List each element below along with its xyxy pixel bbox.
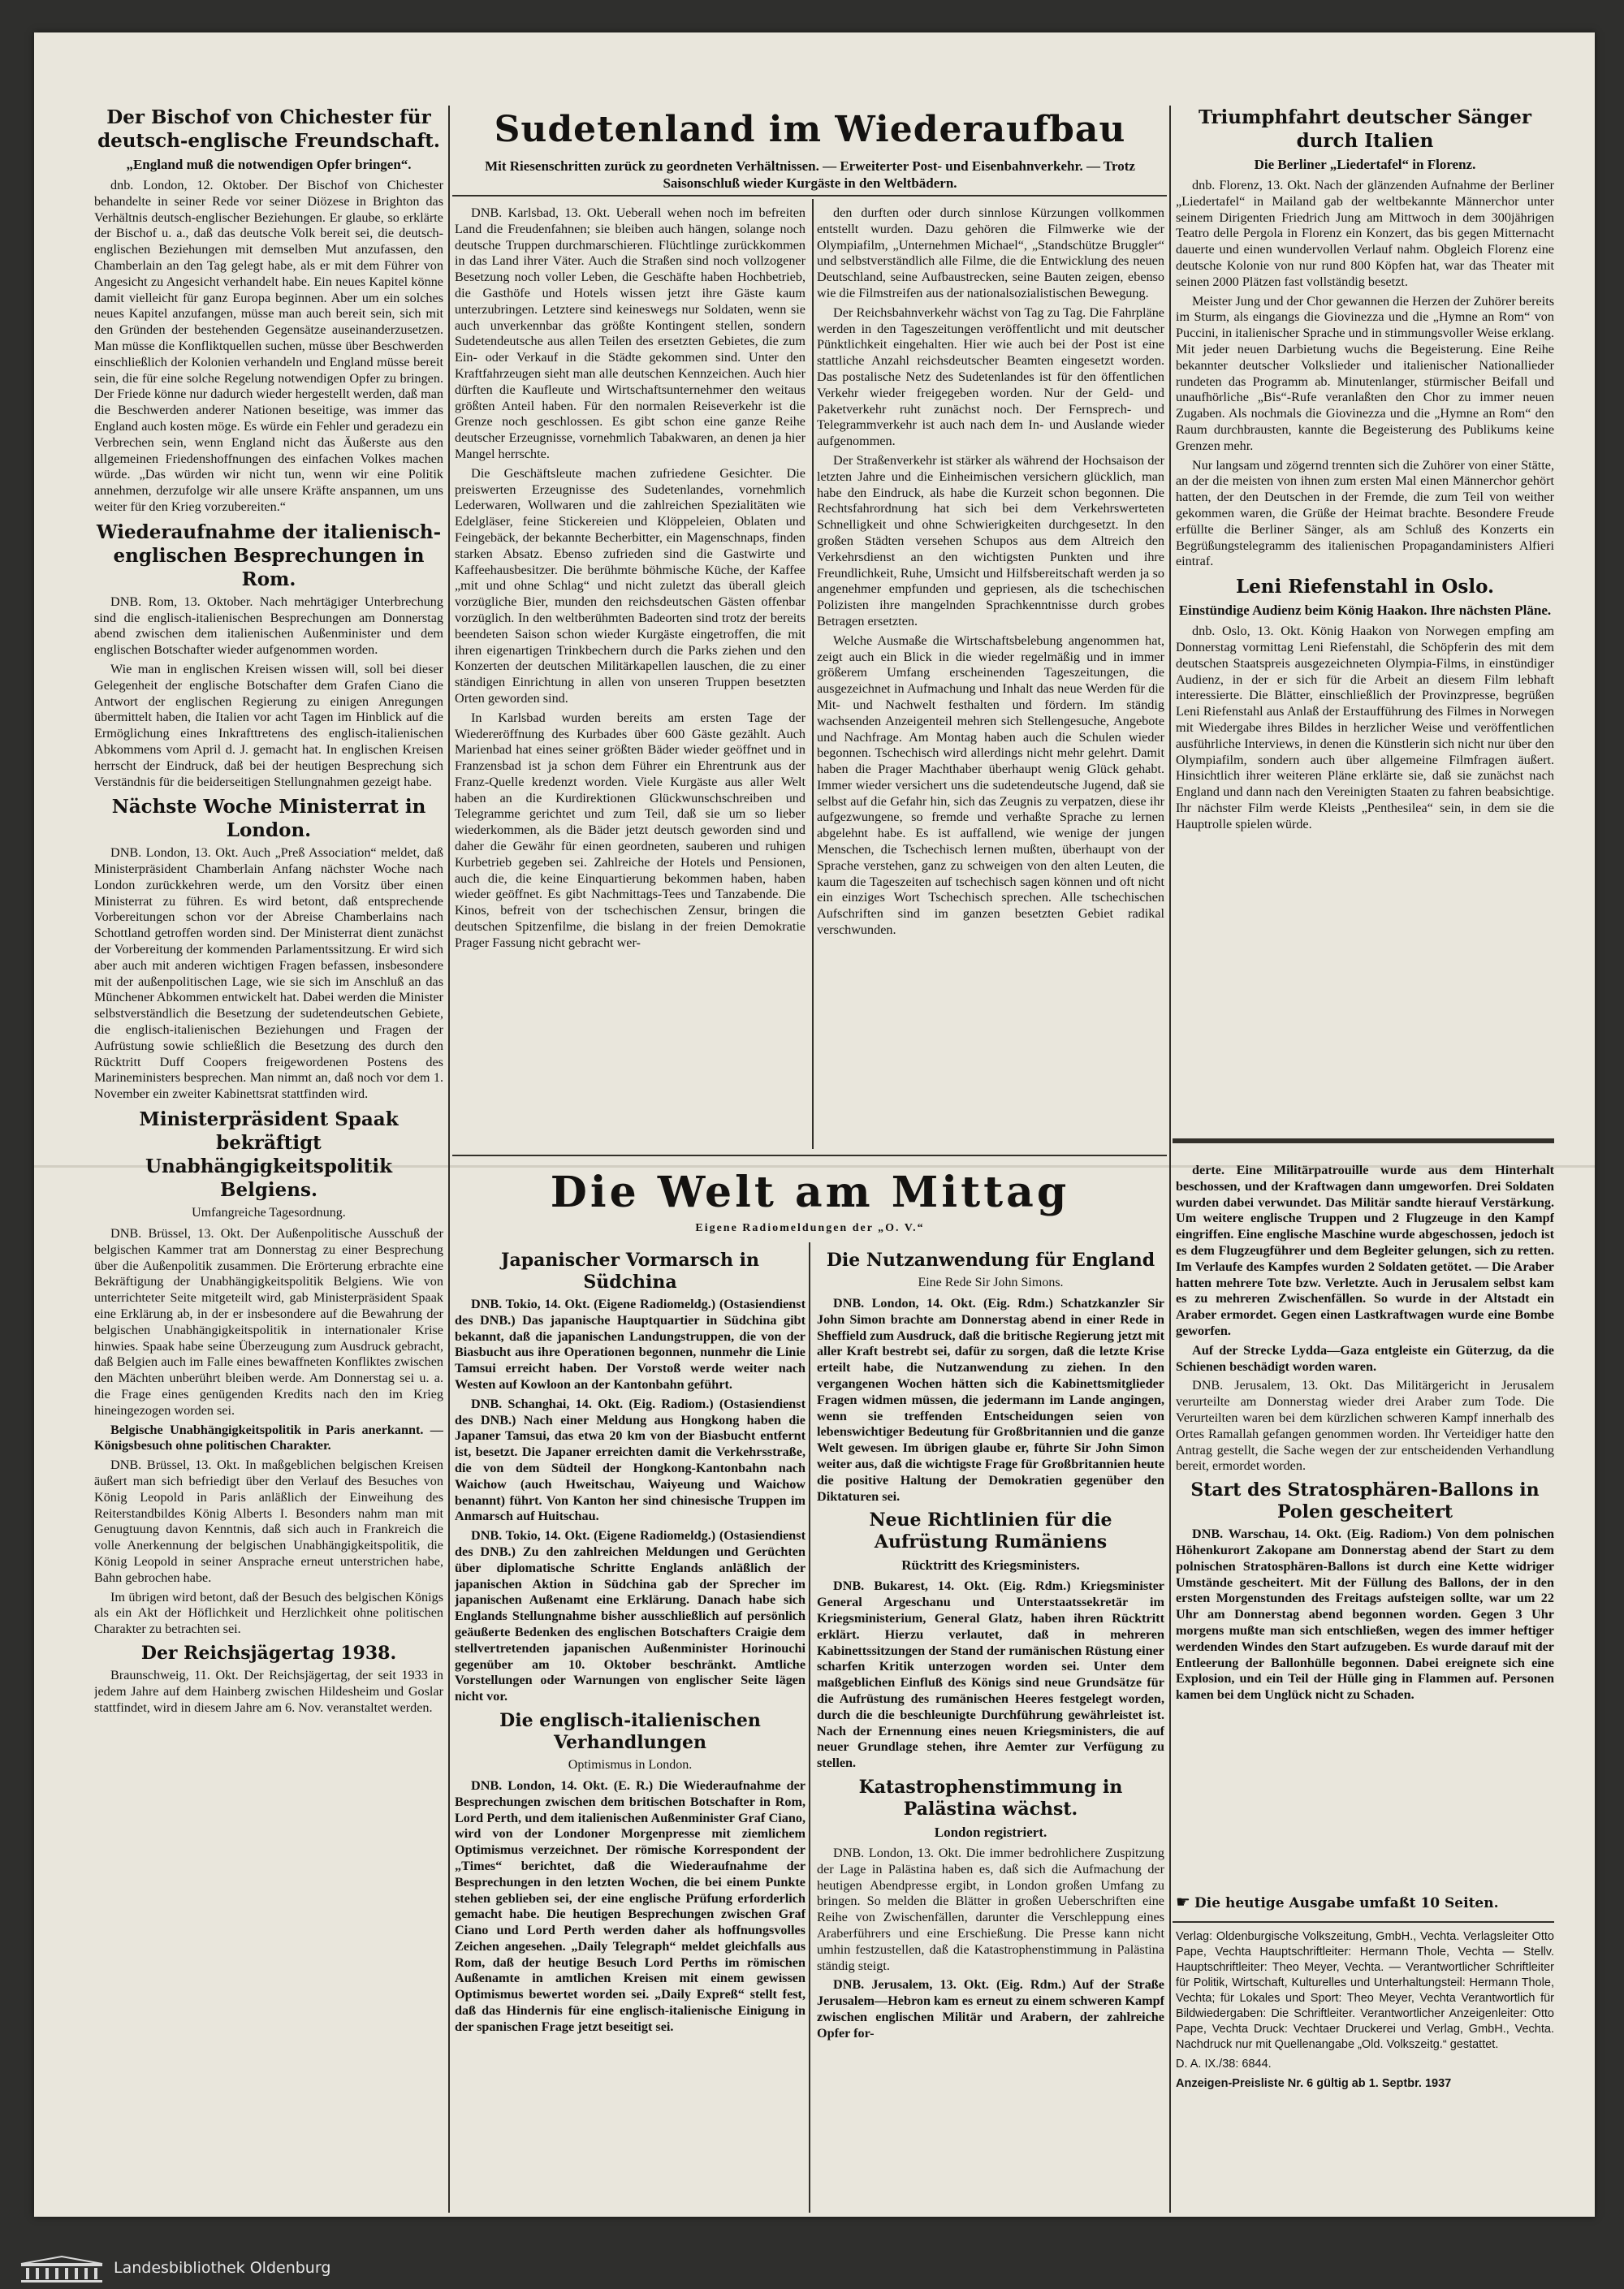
center-top bbox=[455, 104, 1165, 1151]
footer-bar bbox=[0, 2249, 1624, 2289]
article-body: DNB. Karlsbad, 13. Okt. Ueberall wehen noch im befreiten Land die Freudenfahnen; sie bleiben auch hängen, solange noch deutsche Truppen durchmarschieren. Flüchtlinge zurückkommen in das Land ihrer Väter. Auch die Straßen sind noch vollzogener Besetzung noch voller Leben, die Geschäfte haben Hochbetrieb, die Gasthöfe und Hotels wissen jetzt ihre Gäste kaum unterzubringen. Letztere sind keineswegs nur Soldaten, wenn sie auch unverkennbar das größte Kontingent stellen, sondern Sudetendeutsche aus allen Teilen des ersetzten Gebietes, die zum Ein- oder Verkauf in die Städte gekommen sind. Unter den Kraftfahrzeugen sieht man alle deutschen Kennzeichen. Auch hier dürften die Kaufleute und Wirtschaftsunternehmer den weitaus größten Anteil haben. Für den normalen Reiseverkehr ist die Grenze noch geschlossen. Es gibt schon eine ganze Reihe deutscher Erzeugnisse, vornehmlich Tabakwaren, an denen ja hier Mangel herrschte. bbox=[455, 205, 806, 461]
article-body: DNB. Jerusalem, 13. Okt. Das Militärgericht in Jerusalem verurteilte am Donnerstag wieder drei Araber zum Tode. Die Verurteilten waren bei dem kürzlichen schweren Kampf innerhalb des Ortes Ramallah gefangen genommen worden. Ihr Verteidiger hatte den Antrag gestellt, die Sache wegen der zur entscheidenden Verhandlung bereit, ermordet worden. bbox=[1176, 1378, 1554, 1474]
article-body: DNB. Rom, 13. Oktober. Nach mehrtägiger Unterbrechung sind die englisch-italienischen Besprechungen am Donnerstag abend zwischen dem italienischen Außenminister und dem englischen Botschafter wieder aufgenommen worden. bbox=[94, 594, 443, 658]
article-body: Meister Jung und der Chor gewannen die Herzen der Zuhörer bereits im Sturm, als eingangs die Giovinezza und die „Hymne an Rom“ von Puccini, in italienischer Sprache und in stimmungsvoller Weise erklang. Mit jeder neuen Darbietung wuchs die Begeisterung. Eine Reihe bekannter deutscher Volkslieder und italienischer Nationallieder rundeten das Programm ab. Minutenlanger, stürmischer Beifall und unaufhörliche „Bis“-Rufe veranlaßten den Chor zu immer neuen Zugaben. Als nochmals die Giovinezza und die „Hymne an Rom“ den Raum durchbrausten, kannte die Begeisterung des Publikums keine Grenzen mehr. bbox=[1176, 293, 1554, 453]
article-body: den durften oder durch sinnlose Kürzungen vollkommen entstellt wurden. Dazu gehören die Filmwerke wie der Olympiafilm, „Unternehmen Michael“, „Standschütze Bruggler“ und selbstverständlich alle Filme, die die Entwicklung des neuen Deutschland, seine Aufbaustrecken, seine Bauten zeigen, ebenso wie die Filmstreifen aus der nationalsozialistischen Bewegung. bbox=[817, 205, 1164, 300]
article-body: DNB. Bukarest, 14. Okt. (Eig. Rdm.) Kriegsminister General Argeschanu und Unterstaatssekretär im Kriegsministerium, General Glatz, haben ihren Rücktritt erklärt. Hierzu verlautet, daß in mehreren Kabinettssitzungen der Stand der rumänischen Rüstung einer scharfen Kritik unterzogen worden sei. Unter dem maßgeblichen Einfluß des Königs sind neue Grundsätze für die Aufrüstung des rumänischen Heeres festgelegt worden, durch die die beschleunigte Durchführung gewährleistet ist. Nach der Ernennung eines neuen Kriegsministers, die auf neuer Grundlage stehen, ihre Aemter zur Verfügung zu stellen. bbox=[817, 1579, 1164, 1771]
article-body: DNB. Jerusalem, 13. Okt. (Eig. Rdm.) Auf der Straße Jerusalem—Hebron kam es erneut zu einem schweren Kampf zwischen englischen Militär und Arabern, der zahlreiche Opfer for- bbox=[817, 1977, 1164, 2041]
article-body: DNB. Brüssel, 13. Okt. In maßgeblichen belgischen Kreisen äußert man sich befriedigt über den Verlauf des Besuches von König Leopold in Paris anläßlich der Einweihung des Reiterstandbildes König Alberts I. Besonders nahm man mit Genugtuung davon Kenntnis, daß sich auch in Frankreich die volle Anerkennung der belgischen Unabhängigkeitspolitik, die König Leopold in seiner Ansprache erneut unterstrichen habe, Bahn gebrochen habe. bbox=[94, 1458, 443, 1585]
section-rule bbox=[1173, 1138, 1554, 1143]
article-body: DNB. Tokio, 14. Okt. (Eigene Radiomeldg.) (Ostasiendienst des DNB.) Zu den zahlreichen Meldungen und Gerüchten über diplomatische Schritte Englands anläßlich der japanischen Aktion in Südchina gab der Sprecher im japanischen Außenamt eine Erklärung. Danach habe sich Englands Stellungnahme bisher ausschließlich auf persönlich geäußerte Bedenken des englischen Botschafters Craigie dem stellvertretenden japanischen Außenminister Horinouchi gegenüber am 10. Oktober beschränkt. Amtliche Vorstellungen oder Warnungen von englischer Seite lägen nicht vor. bbox=[455, 1528, 806, 1704]
left-column bbox=[94, 101, 443, 2216]
article-body: Der Reichsbahnverkehr wächst von Tag zu Tag. Die Fahrpläne werden in den Tageszeitungen veröffentlicht und mit deutscher Pünktlichkeit eingehalten. Hier wie auch bei der Post ist eine stattliche Anzahl reichsdeutscher Beamten eingesetzt worden. Das postalische Netz des Sudetenlandes ist für den öffentlichen Verkehr wieder freigegeben worden. Nur der Geld- und Paketverkehr ruht zunächst noch. Der Fernsprech- und Telegrammverkehr ist auch nach dem In- und Auslande wieder aufgenommen. bbox=[817, 304, 1164, 449]
article-subheadline: Umfangreiche Tagesordnung. bbox=[192, 1206, 346, 1220]
article-body: Nur langsam und zögernd trennten sich die Zuhörer von einer Stätte, an der die meisten von ihnen zum ersten Mal einen Männerchor gehört hatten, der den Deutschen in der Fremde, die zum Teil von weither gekommen waren, die Grüße der Heimat brachte. Besondere Freude erfüllte die Berliner Sänger, als am Schluß des Konzerts ein Begrüßungstelegramm des italienischen Propagandaministers Alfieri eintraf. bbox=[1176, 457, 1554, 569]
article-body: DNB. London, 14. Okt. (E. R.) Die Wiederaufnahme der Besprechungen zwischen dem britischen Botschafter in Rom, Lord Perth, und dem italienischen Außenminister Graf Ciano, wird von der Londoner Morgenpresse mit ziemlichem Optimismus verzeichnet. Der römische Korrespondent der „Times“ berichtet, daß die Wiederaufnahme der Besprechungen in den letzten Wochen, die bei einem Punkte stehen geblieben sei, der eine englische Prüfung erforderlich gemacht habe. Die heutigen Besprechungen zwischen Graf Ciano und Lord Perth werden daher als hoffnungsvolles Zeichen angesehen. „Daily Telegraph“ meldet gleichfalls aus Rom, daß der heutige Besuch Lord Perths im römischen Außenamte in amtlichen Kreisen mit einem gewissen Optimismus bewertet worden sei. „Daily Expreß“ stellt fest, daß das Hindernis für eine englisch-italienische Einigung in der spanischen Frage jetzt beseitigt sei. bbox=[455, 1777, 806, 2034]
center-right-column bbox=[817, 205, 1164, 1151]
article-headline: Der Bischof von Chichester für deutsch-englische Freundschaft. bbox=[97, 106, 440, 152]
article-subheadline: Eine Rede Sir John Simons. bbox=[918, 1276, 1064, 1289]
section-tagline: Eigene Radiomeldungen der „O. V.“ bbox=[695, 1222, 925, 1234]
article-subheadline: „England muß die notwendigen Opfer bringen“. bbox=[126, 157, 412, 172]
mittag-section bbox=[455, 1160, 1165, 2215]
section-rule bbox=[452, 1155, 1167, 1156]
article-subheadline: Optimismus in London. bbox=[568, 1757, 693, 1772]
article-headline: Der Reichsjägertag 1938. bbox=[140, 1642, 397, 1664]
mittag-left-column bbox=[455, 1245, 806, 2215]
main-subheadline: Mit Riesenschritten zurück zu geordneten Verhältnissen. — Erweiterter Post- und Eisenbahnverkehr. — Trotz Saisonschluß wieder Kurgäste in den Weltbädern. bbox=[485, 158, 1135, 191]
article-subheadline: Einstündige Audienz beim König Haakon. Ihre nächsten Pläne. bbox=[1178, 602, 1552, 619]
article-body: In Karlsbad wurden bereits am ersten Tage der Wiedereröffnung des Kurbades über 600 Gäste gezählt. Auch Marienbad hat eines seiner größten Bäder wieder geöffnet und in Franzensbad ist ja schon dem Führer ein Ehrentrunk aus der Franz-Quelle kredenzt worden. Viele Kurgäste aus aller Welt haben an die Kurdirektionen Glückwunschschreiben und Telegramme gerichtet und zum Teil, daß sie um so lieber wiederkommen, als die Bäder jetzt deutsch geworden sind und daher die Gewähr für einen geordneten, sauberen und ruhigen Kurbetrieb gegeben sei. Zahlreiche der Hotels und Pensionen, auch die, die keine Einquartierung bekommen haben, haben wieder geöffnet. Es gibt Nachmittags-Tees und Tanzabende. Die Kinos, befreit von der tschechischen Zensur, bringen die deutschen Spitzenfilme, die bislang in der freien Demokratie Prager Fassung nicht gebracht wer- bbox=[455, 710, 806, 950]
article-body: Die Geschäftsleute machen zufriedene Gesichter. Die preiswerten Erzeugnisse des Sudetenlandes, vornehmlich Lederwaren, Wollwaren und die zahlreichen Spezialitäten wie Edelgläser, feine Stickereien und Klöppeleien, Oblaten und Feingebäck, der bekannte Becherbitter, ein Magenschnaps, finden starken Absatz. Ebenso zufrieden sind die Gastwirte und Kaffeehausbesitzer. Die berühmte böhmische Küche, der Kaffee „mit und ohne Schlag“ und nicht zuletzt das überall gleich vorzügliche Bier, munden den reichsdeutschen Gästen offenbar vorzüglich. In den weltberühmten Badeorten sind trotz der bereits beendeten Saison schon wieder Kurgäste eingetroffen, die mit ihren eigenartigen Trinkbechern durch die Parks ziehen und den Konzerten der deutschen Militärkapellen lauschen, die zu einer ständigen Einrichtung in allen von unseren Truppen besetzten Orten geworden sind. bbox=[455, 465, 806, 706]
section-rule bbox=[1173, 1921, 1554, 1923]
article-body: DNB. London, 13. Okt. Auch „Preß Association“ meldet, daß Ministerpräsident Chamberlain Anfang nächster Woche nach London zurückkehren werde, um den Vorsitz über einen Ministerrat zu führen. Es wird betont, daß entsprechende Vorbereitungen schon vor der Abreise Chamberlains nach Schottland getroffen worden sind. Der Ministerrat dient zunächst der Vorbereitung der kommenden Parlamentssitzung. Er wird sich aber auch mit anderen wichtigen Fragen befassen, insbesondere mit der außenpolitischen Lage, wie sie sich im Anschluß an das Münchener Abkommen entwickelt hat. Dabei werden die Minister selbstverständlich die Besetzung der sudetendeutschen Gebiete, die englisch-italienischen Beziehungen und Fragen der Aufrüstung sowie schließlich die Besetzung des durch den Rücktritt Duff Coopers freigewordenen Postens des Marineministers besprechen. Man nimmt an, daß noch vor dem 1. November ein zweiter Kabinettsrat stattfinden wird. bbox=[94, 845, 443, 1102]
article-body: dnb. Florenz, 13. Okt. Nach der glänzenden Aufnahme der Berliner „Liedertafel“ in Mailand gab der weltbekannte Männerchor unter seinem Dirigenten Friedrich Jung am Mittwoch in dem 300jährigen Teatro delle Pergola in Florenz ein Konzert, das bis gegen Mitternacht dauerte und einen wundervollen Verlauf nahm. Obgleich Florenz eine deutsche Kolonie von nur rund 800 Köpfen hat, war das Theater mit seinen 2000 Plätzen fast vollständig besetzt. bbox=[1176, 178, 1554, 289]
article-body: Braunschweig, 11. Okt. Der Reichsjägertag, der seit 1933 in jedem Jahre auf dem Hainberg zwischen Hildesheim und Goslar stattfindet, wird in diesem Jahre am 6. Nov. veranstaltet werden. bbox=[94, 1667, 443, 1715]
article-headline: Start des Stratosphären-Ballons in Polen gescheitert bbox=[1190, 1479, 1540, 1523]
article-body: Im übrigen wird betont, daß der Besuch des belgischen Königs als ein Akt der Höflichkeit und Herzlichkeit ohne politischen Charakter zu betrachten sei. bbox=[94, 1589, 443, 1637]
impressum-text: D. A. IX./38: 6844. bbox=[1176, 2058, 1272, 2071]
right-column-top bbox=[1176, 101, 1554, 1132]
article-headline: Leni Riefenstahl in Oslo. bbox=[1235, 576, 1495, 598]
newspaper-page bbox=[34, 32, 1595, 2217]
article-body: DNB. Warschau, 14. Okt. (Eig. Radiom.) Von dem polnischen Höhenkurort Zakopane am Donnerstag abend der Start zu dem polnischen Stratosphären-Ballons ist durch eine Kette widriger Umstände gescheitert. Mit der Füllung des Ballons, der in den ersten Morgenstunden des Freitags aufsteigen sollte, war um 22 Uhr am Donnerstag abend begonnen worden. Gegen 3 Uhr morgens mußte man sich entschließen, wegen des immer heftiger werdenden Windes den Start aufzugeben. Es wurde darauf mit der Entleerung der Ballonhülle begonnen. Dabei ereignete sich eine Explosion, und ein Teil der Hülle ging in Flammen auf. Personen kamen bei dem Unglück nicht zu Schaden. bbox=[1176, 1527, 1554, 1703]
impressum-text: Anzeigen-Preisliste Nr. 6 gültig ab 1. Septbr. 1937 bbox=[1176, 2077, 1452, 2090]
article-body: Belgische Unabhängigkeitspolitik in Paris anerkannt. — Königsbesuch ohne politischen Charakter. bbox=[94, 1422, 443, 1453]
article-body: DNB. London, 13. Okt. Die immer bedrohlichere Zuspitzung der Lage in Palästina haben es, daß sich die Aufmachung der heutigen Abendpresse ergibt, in London großen Umfang zu bringen. So melden die Blätter in großen Ueberschriften eine Reihe von Zwischenfällen, darunter die Verschleppung eines Araberführers und eine Erschießung. Die Presse kann nicht umhin festzustellen, daß die Katastrophenstimmung in Palästina ständig steigt. bbox=[817, 1845, 1164, 1973]
impressum-text: Verlag: Oldenburgische Volkszeitung, GmbH., Vechta. Verlagsleiter Otto Pape, Vechta Hauptschriftleiter: Hermann Thole, Vechta — Stellv. Hauptschriftleiter: Theo Meyer, Vechta. — Verantwortlicher Schriftleiter für Politik, Wirtschaft, Kulturelles und Unterhaltungsteil: Hermann Thole, Vechta; für Lokales und Sport: Theo Meyer, Vechta Verantwortlich für Bildwiedergaben: Die Schriftleiter. Verantwortlicher Anzeigenleiter: Otto Pape, Vechta Druck: Vechtaer Druckerei und Verlag, GmbH., Vechta. Nachdruck nur mit Quellenangabe „Old. Volkszeitg.“ gestattet. bbox=[1176, 1930, 1554, 2051]
page-count-notice bbox=[1176, 1892, 1554, 1916]
article-body: dnb. Oslo, 13. Okt. König Haakon von Norwegen empfing am Donnerstag vormittag Leni Riefenstahl, die Schöpferin des mit dem deutschen Staatspreis ausgezeichneten Olympia-Films, in einstündiger Audienz, in der er sich für die Arbeit an diesem Film lebhaft interessierte. Die Blätter, einschließlich der Provinzpresse, begrüßen Leni Riefenstahl aus Anlaß der Erstaufführung des Filmes in Norwegen mit Wiedergabe ihres Bildes in herzlicher Weise und veröffentlichen ausführliche Interviews, in denen die Künstlerin sich nicht nur über den Olympiafilm, sondern auch über allgemeine Filmfragen äußert. Hinsichtlich ihrer weiteren Pläne erklärte sie, daß sie zunächst nach England und dann nach den Vereinigten Staaten zu fahren beabsichtige. Ihr nächster Film werde Kleists „Penthesilea“ sein, in dem sie die Hauptrolle spielen würde. bbox=[1176, 624, 1554, 831]
article-body: Auf der Strecke Lydda—Gaza entgleiste ein Güterzug, da die Schienen beschädigt worden waren. bbox=[1176, 1342, 1554, 1374]
section-masthead: Die Welt am Mittag bbox=[550, 1168, 1070, 1217]
article-headline: Triumphfahrt deutscher Sänger durch Italien bbox=[1199, 106, 1531, 152]
article-body: derte. Eine Militärpatrouille wurde aus dem Hinterhalt beschossen, und der Kraftwagen dann umgeworfen. Drei Soldaten wurden dabei verwundet. Das Militär sandte hierauf Verstärkung. Um weitere englische Truppen und 2 Flugzeuge in den Kampf eingriffen. Eine englische Maschine wurde abgeschossen, jedoch ist es dem Flugzeugführer und dem Begleiter gelungen, sich zu retten. Im Verlaufe des Kampfes wurden 2 Soldaten getötet. — Die Araber hatten mehrere Tote bzw. Verletzte. Auch in Jerusalem selbst kam es zu mehreren Zwischenfällen. So wurde in der Altstadt ein Araber ermordet. Gegen einen Lastkraftwagen wurde eine Bombe geworfen. bbox=[1176, 1163, 1554, 1338]
article-body: DNB. London, 14. Okt. (Eig. Rdm.) Schatzkanzler Sir John Simon brachte am Donnerstag abend in einer Rede in Sheffield zum Ausdruck, daß die britische Regierung jetzt mit aller Kraft bestrebt sei, dafür zu sorgen, daß die letzte Krise erteilt habe, die Nutzanwendung zu ziehen. In den vergangenen Wochen hätten sich die Kabinettsmitglieder Fragen widmen müssen, die jedermann im Lande angingen, wenn sie treffenden Entscheidungen seien von lebenswichtiger Bedeutung für Großbritannien und die ganze Welt gewesen. Im übrigen glaube er, führte Sir John Simon weiter aus, daß die wichtigste Frage für Großbritannien heute die positive Haltung der Demokratien gegenüber den Diktaturen sei. bbox=[817, 1296, 1164, 1504]
article-headline: Neue Richtlinien für die Aufrüstung Rumäniens bbox=[869, 1509, 1112, 1553]
article-subheadline: London registriert. bbox=[934, 1824, 1047, 1840]
article-headline: Japanischer Vormarsch in Südchina bbox=[501, 1250, 759, 1293]
article-body: dnb. London, 12. Oktober. Der Bischof von Chichester behandelte in seiner Rede vor seiner Diözese in Brighton das Verhältnis deutsch-englischer Beziehungen. Er glaube, so erklärte der Bischof u. a., daß das deutsche Volk bereit sei, die deutsch-englischen Beziehungen mit demselben Mut anzufassen, den Chamberlain an den Tag gelegt habe, als er mit dem Führer von Angesicht zu Angesicht verhandelt habe. Ein neues Kapitel könne damit vielleicht für ganz Europa beginnen. Aber um ein solches neues Kapitel anzufangen, müsse man auch bereit sein, sich mit den Gründen der bestehenden Gegensätze auseinanderzusetzen. Man müsse die Konfliktquellen suchen, müsse über Beschwerden einschließlich der Kolonien verhandeln und England müsse bereit sein, die für eine solche Regelung notwendigen Opfer zu bringen. Der Friede könne nur dadurch wieder hergestellt werden, daß man die Beschwerden anderer Nationen beseitige, was immer das England auch kosten möge. Es würde ein Fehler und geradezu ein Verbrechen sein, wenn England nicht das Äußerste aus den allgemeinen Friedenshoffnungen des einfachen Volkes machen würde. „Das würden wir nicht tun, wenn wir eine Politik annehmen, derzufolge wir alle unsere Kräfte anspannen, um uns weiter für den Krieg vorzubereiten.“ bbox=[94, 178, 443, 514]
article-body: DNB. Tokio, 14. Okt. (Eigene Radiomeldg.) (Ostasiendienst des DNB.) Das japanische Hauptquartier in Südchina gibt bekannt, daß die japanischen Landungstruppen, die von der Biasbucht aus ihre Operationen begonnen, nunmehr die Linie Tamsui erreicht haben. Der Vorstoß werde weiter nach Westen auf Kowloon an der Kantonbahn geführt. bbox=[455, 1297, 806, 1392]
article-body: Der Straßenverkehr ist stärker als während der Hochsaison der letzten Jahre und die Einheimischen versichern glücklich, man habe den Eindruck, als habe die Kurzeit schon begonnen. Die Rechtsfahrordnung hat sich bei dem Verkehrswerteten Schnelligkeit und ohne Schwierigkeiten durchgesetzt. In den großen Städten versehen Schupos aus dem Altreich den Verkehrsdienst an den wichtigsten Punkten und ihre Freundlichkeit, Ruhe, Umsicht und Hilfsbereitschaft werden ja so angenehmer empfunden und gepriesen, als die tschechischen Polizisten ihre mangelnden Sprachkenntnisse durch grobes Betragen ersetzten. bbox=[817, 452, 1164, 628]
article-headline: Wiederaufnahme der italienisch-englischen Besprechungen in Rom. bbox=[96, 520, 442, 590]
article-body: Welche Ausmaße die Wirtschaftsbelebung angenommen hat, zeigt auch ein Blick in die wieder regelmäßig und in immer größerem Umfang erscheinenden Tageszeitungen, die ausgezeichnet in Aufmachung und Inhalt das neue Werden für die Mit- und Nachwelt festhalten und fördern. Im ständig wachsenden Anzeigenteil mehren sich Stellengesuche, Angebote und Nachfrage. Am Montag haben auch die Schulen wieder begonnen. Tschechisch wird allerdings nicht mehr gelehrt. Damit haben die Prager Machthaber überhaupt wenig Glück gehabt. Immer wieder versichert uns die sudetendeutsche Jugend, daß sie selbst auf die Gefahr hin, sich das Zeugnis zu verpatzen, diese ihr aufgezwungene, so fremde und verhaßte Sprache zu lernen abgelehnt habe. Es ist auffallend, wie wenige der jungen Menschen, die Tschechisch lernen mußten, überhaupt von der Sprache verstehen, ganz zu schweigen von den alten Leuten, die kaum die Tageszeiten auf tschechisch sagen können und oft nicht ein einziges Wort Tschechisch sprechen. Alle tschechischen Aufschriften sind im ganzen besetzten Gebiet radikal verschwunden. bbox=[817, 633, 1164, 938]
article-headline: Die Nutzanwendung für England bbox=[826, 1250, 1155, 1271]
page-count-text: Die heutige Ausgabe umfaßt 10 Seiten. bbox=[1194, 1895, 1499, 1911]
center-left-column bbox=[455, 205, 806, 1151]
article-body: DNB. Schanghai, 14. Okt. (Eig. Radiom.) (Ostasiendienst des DNB.) Nach einer Meldung aus Hongkong haben die Japaner Tamsui, das etwa 20 km von der Biasbucht entfernt ist, besetzt. Die Japaner erreichten damit die Verkehrsstraße, die von dem Südteil der Hongkong-Kantonbahn nach Waichow (auch Hweitschau, Waiyeung und Waichow benannt) führt. Von Kanton her sind chinesische Truppen im Anmarsch auf Huitschau. bbox=[455, 1396, 806, 1524]
article-headline: Ministerpräsident Spaak bekräftigt Unabhängigkeitspolitik Belgiens. bbox=[139, 1108, 399, 1202]
main-headline: Sudetenland im Wiederaufbau bbox=[494, 109, 1126, 150]
article-headline: Katastrophenstimmung in Palästina wächst. bbox=[858, 1776, 1123, 1820]
article-headline: Die englisch-italienischen Verhandlungen bbox=[499, 1709, 761, 1753]
library-building-icon bbox=[18, 2256, 106, 2283]
pointing-hand-icon: ☛ bbox=[1176, 1892, 1190, 1911]
article-body: Wie man in englischen Kreisen wissen will, soll bei dieser Gelegenheit der englische Botschafter dem Grafen Ciano die Antwort der englischen Regierung zu einigen Anregungen übermittelt haben, die Italien vor acht Tagen im Hinblick auf die Ermöglichung eines Inkrafttretens des englisch-italienischen Abkommens vom April d. J. gemacht hat. In englischen Kreisen herrscht der Eindruck, daß bei der heutigen Besprechung sich Verständnis für die beiderseitigen Stellungnahmen gezeigt habe. bbox=[94, 661, 443, 789]
impressum bbox=[1176, 1929, 1554, 2205]
mittag-right-column bbox=[817, 1245, 1164, 2215]
article-subheadline: Rücktritt des Kriegsministers. bbox=[901, 1557, 1080, 1574]
right-column-bottom bbox=[1176, 1163, 1554, 1898]
article-headline: Nächste Woche Ministerrat in London. bbox=[111, 796, 426, 842]
column-rule bbox=[448, 106, 450, 2213]
article-subheadline: Die Berliner „Liedertafel“ in Florenz. bbox=[1254, 157, 1476, 172]
footer-label: Landesbibliothek Oldenburg bbox=[114, 2259, 331, 2277]
article-body: DNB. Brüssel, 13. Okt. Der Außenpolitische Ausschuß der belgischen Kammer trat am Donnerstag zu einer Besprechung über die Außenpolitik zusammen. Die Erörterung erbrachte eine Bekräftigung der Unabhängigkeitspolitik Belgiens. Wie von unterrichteter Seite mitgeteilt wird, gab Ministerpräsident Spaak eine Erklärung ab, in der er insbesondere auf die Bewahrung der belgischen Unabhängigkeitspolitik in internationaler Krise hinwies. Spaak habe seine Überzeugung zum Ausdruck gebracht, daß Belgien auch im Falle eines bewaffneten Konfliktes zwischen den Mächten unberührt bleiben werde. Am Donnerstag sei u. a. die Frage eines genügenden Kredits nach den im Krieg hineingezogen worden sei. bbox=[94, 1226, 443, 1418]
column-rule bbox=[1169, 106, 1171, 2213]
